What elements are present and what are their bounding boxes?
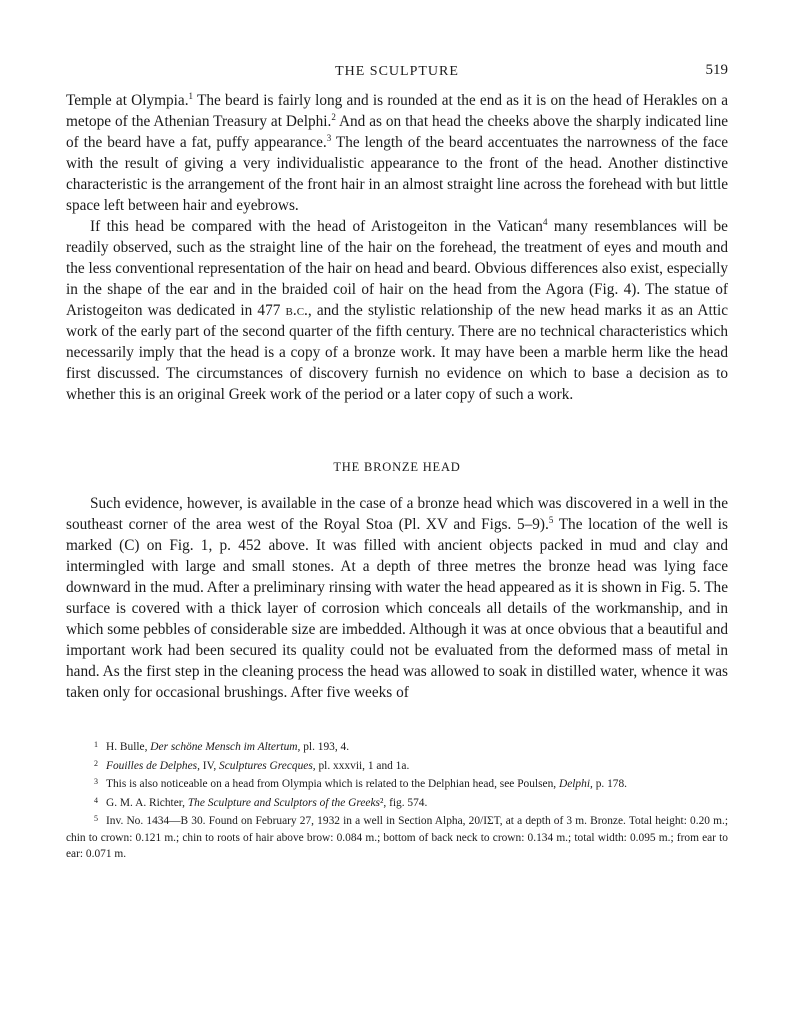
footnote-text: G. M. A. Richter, (106, 796, 188, 809)
footnote-title: The Sculpture and Sculptors of the Greeks (187, 796, 380, 809)
footnote-number: 1 (94, 740, 98, 749)
paragraph-2 (66, 216, 728, 405)
paragraph-text: Temple at Olympia. (66, 92, 189, 109)
section-title: THE BRONZE HEAD (333, 460, 461, 474)
footnotes (66, 737, 728, 863)
page-number: 519 (705, 62, 728, 78)
footnote-title: Delphi, (558, 778, 593, 790)
paragraph-text: And as on that head the cheeks above the sharply indicated line of the beard have a fat, puffy appearance. (66, 113, 729, 151)
paragraph-1 (66, 90, 728, 216)
paragraph-text: If this head be compared with the head of Aristogeiton in the Vatican (90, 218, 543, 235)
footnote-title: Sculptures Grecques, (219, 759, 316, 772)
paragraph-text: The length of the beard accentuates the narrowness of the face with the result of giving a very individualistic appearance to the front of the head. Another distinctive characteristic is the arrangement of the front hair in an almost straight line across the forehead with but little space left between hair and eyebrows. (66, 134, 728, 214)
page (66, 60, 728, 863)
paragraph-text: and the stylistic relationship of the new head marks it as an Attic work of the early part of the second quarter of the fifth century. There are no technical characteristics which necessarily imply that the head is a copy of a bronze work. It may have been a marble herm like the head first discussed. The circumstances of discovery furnish no evidence on which to base a decision as to whether this is an original Greek work of the period or a later copy of such a work. (66, 302, 728, 403)
footnote-ref[interactable]: 3 (326, 133, 332, 143)
footnote-number: 5 (94, 814, 98, 823)
footnote-ref[interactable]: 5 (548, 515, 554, 525)
footnote-number: 3 (94, 777, 98, 786)
footnote-text: p. 178. (592, 778, 628, 790)
footnote-text: H. Bulle, (106, 741, 151, 753)
paragraph-text: many resemblances will be readily observed, such as the straight line of the hair on the forehead, the treatment of eyes and mouth and the less conventional representation of the hair on head and beard. Obvious differences also exist, especially in the shape of the ear and in the braided coil of hair on the head from the Agora (Fig. 4). The statue of Aristogeiton was dedicated in 477 (66, 218, 728, 319)
footnote-text: pl. xxxvii, 1 and 1a. (315, 759, 410, 772)
paragraph-3 (66, 493, 728, 703)
footnote-text: This is also noticeable on a head from Olympia which is related to the Delphian head, see Poulsen, (106, 778, 559, 790)
footnote-number: 4 (94, 795, 98, 805)
footnote-5 (66, 811, 728, 863)
running-head: THE SCULPTURE (335, 64, 459, 79)
paragraph-text: Such evidence, however, is available in the case of a bronze head which was discovered in a well in the southeast corner of the area west of the Royal Stoa (Pl. XV and Figs. 5–9). (66, 495, 728, 533)
footnote-ref[interactable]: 2 (331, 112, 336, 122)
footnote-4 (66, 793, 728, 812)
footnote-text: Inv. No. 1434—B 30. Found on February 27, 1932 in a well in Section Alpha, 20/ΙΣΤ, at a depth of 3 m. Bronze. Total height: 0.20 m.; chin to crown: 0.121 m.; chin to roots of hair above brow: 0.084 m.; bottom of back neck to crown: 0.134 m.; total width: 0.095 m.; from ear to ear: 0.071 m. (66, 815, 728, 860)
paragraph-text: The location of the well is marked (C) on Fig. 1, p. 452 above. It was filled with ancient objects packed in mud and clay and intermingled with large and small stones. At a depth of three metres the bronze head was lying face downward in the mud. After a preliminary rinsing with water the head appeared as it is shown in Fig. 5. The surface is covered with a thick layer of corrosion which conceals all details of the workmanship, and in which some pebbles of considerable size are imbedded. Although it was at once obvious that a beautiful and important work had been secured its quality could not be evaluated from the deformed mass of metal in hand. As the first step in the cleaning process the head was allowed to soak in distilled water, whence it was taken only for occasional brushings. After five weeks of (66, 516, 728, 701)
footnote-ref[interactable]: 4 (542, 217, 548, 227)
footnote-title: Der schöne Mensch im Altertum, (150, 741, 301, 753)
page-header (66, 60, 728, 90)
footnote-3 (66, 774, 728, 793)
paragraph-text: The beard is fairly long and is rounded at the end as it is on the head of Herakles on a metope of the Athenian Treasury at Delphi. (66, 92, 728, 130)
footnote-text: pl. 193, 4. (300, 741, 350, 753)
footnote-text: ², fig. 574. (379, 796, 428, 809)
footnote-text: IV, (199, 759, 220, 772)
footnote-title: Fouilles de Delphes, (106, 759, 200, 772)
footnote-1 (66, 737, 728, 756)
footnote-number: 2 (94, 758, 98, 768)
footnote-ref[interactable]: 1 (188, 91, 194, 101)
era-abbreviation: b.c., (285, 302, 312, 319)
footnote-2 (66, 756, 728, 775)
